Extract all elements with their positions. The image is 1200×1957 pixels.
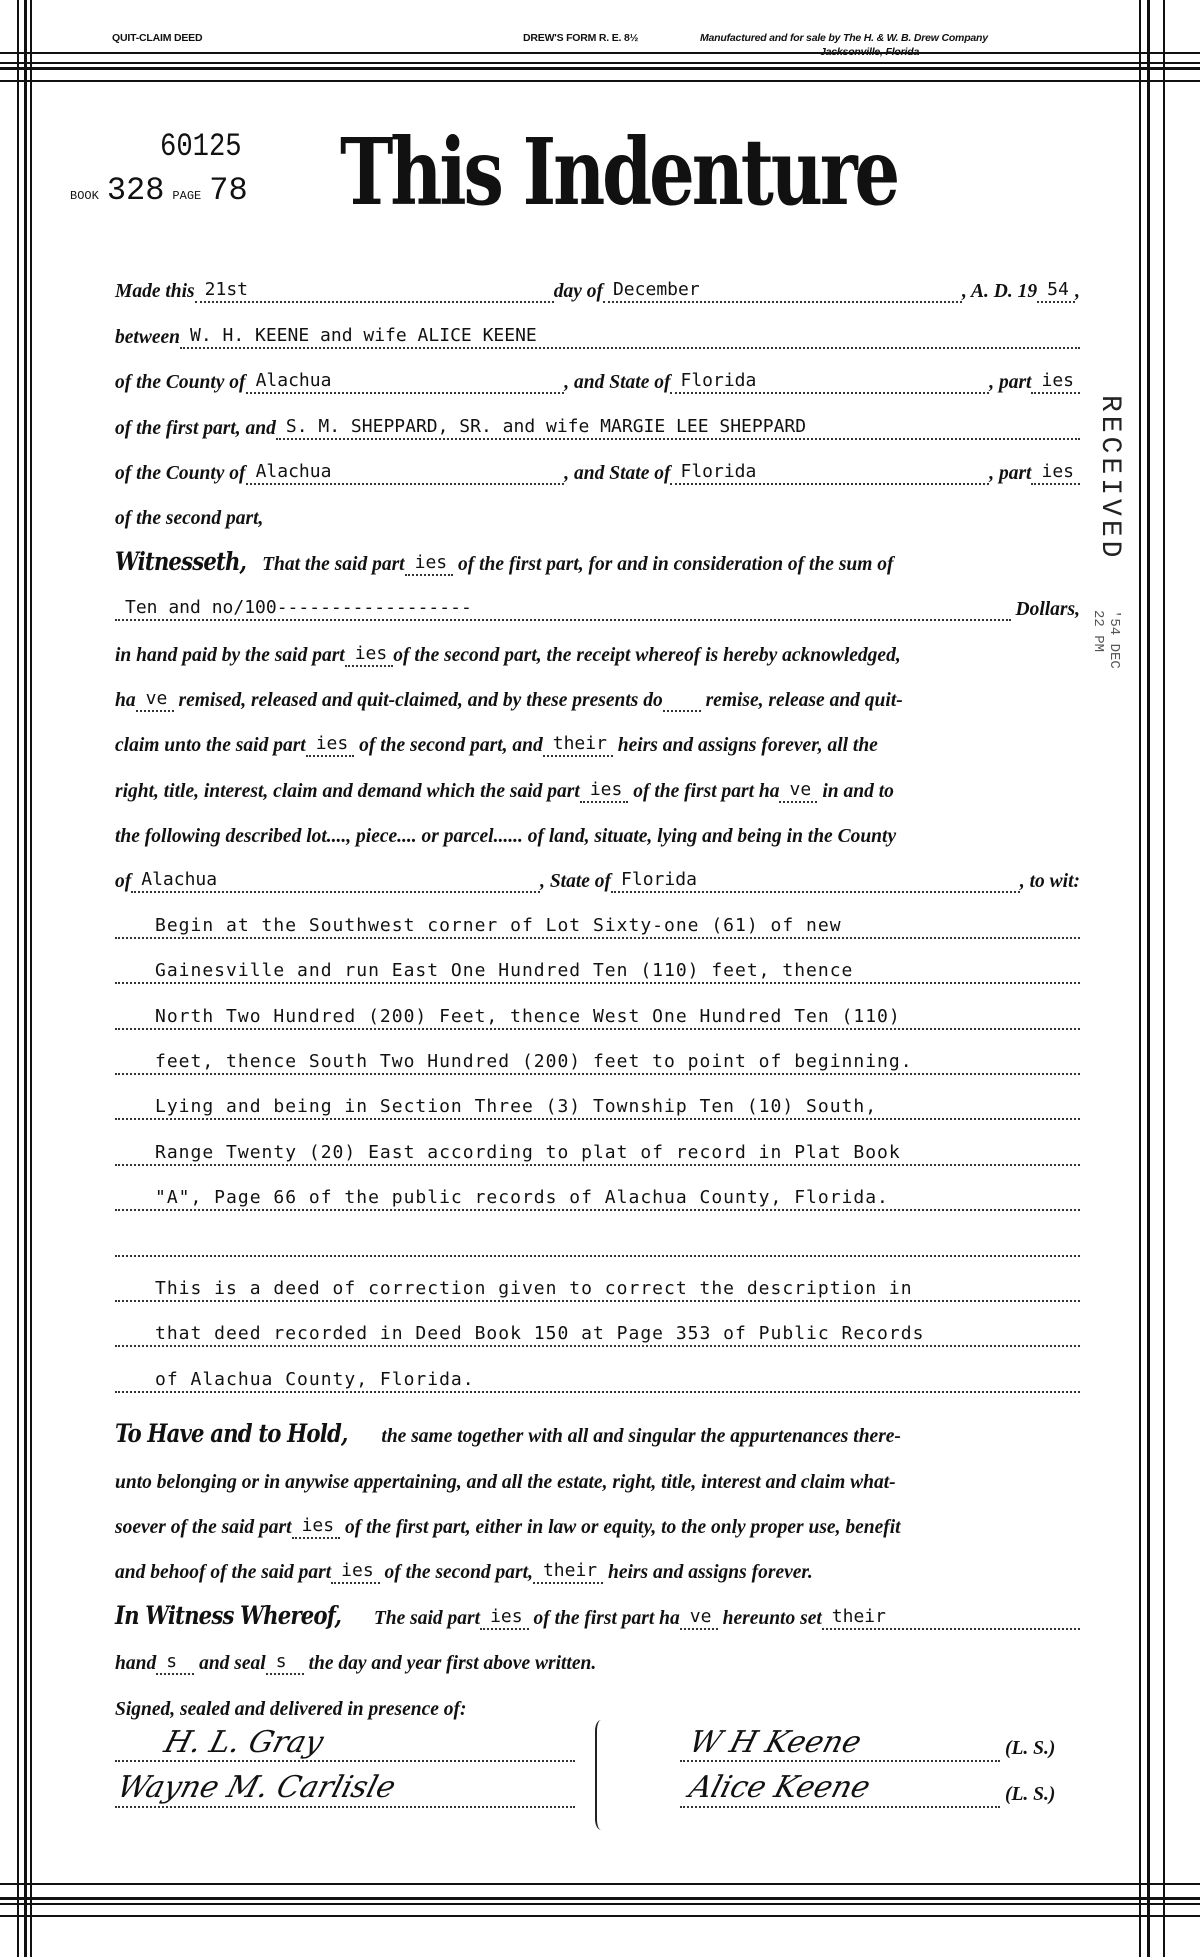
deed-line	[115, 757, 1080, 802]
deed-line	[115, 1675, 1080, 1720]
witness-signature-2: Wayne M. Carlisle	[113, 1770, 400, 1805]
deed-line	[115, 1347, 1080, 1392]
seal-label: (L. S.)	[1005, 1784, 1056, 1805]
filled-field: their	[533, 1560, 603, 1584]
form-label: claim unto the said part	[115, 735, 306, 757]
deed-line	[115, 1539, 1080, 1584]
deed-line	[115, 576, 1080, 621]
deed-line	[115, 939, 1080, 984]
form-label: of the first part, and	[115, 417, 276, 439]
filled-field: s	[266, 1651, 304, 1675]
border-line	[17, 0, 19, 1957]
filled-field: Gainesville and run East One Hundred Ten (110) feet, thence	[115, 960, 1080, 984]
form-label: hand	[115, 1653, 157, 1675]
recording-number: 60125	[160, 128, 242, 165]
form-label: of the County of	[115, 372, 246, 394]
filled-field: "A", Page 66 of the public records of Alachua County, Florida.	[115, 1187, 1080, 1211]
border-line	[24, 0, 27, 1957]
deed-line	[115, 893, 1080, 938]
form-label: in and to	[817, 780, 894, 802]
form-label: soever of the said part	[115, 1516, 292, 1538]
book-number: 328	[106, 172, 165, 209]
filled-field: ies	[480, 1606, 529, 1630]
form-label: heirs and assigns forever.	[603, 1562, 813, 1584]
filled-field: ies	[1031, 370, 1080, 394]
deed-body	[115, 258, 1080, 1721]
document-title: This Indenture	[340, 118, 898, 226]
filled-field: ies	[345, 643, 394, 667]
form-label: Signed, sealed and delivered in presence of:	[115, 1698, 467, 1720]
form-label: , part	[989, 372, 1032, 394]
filled-field: W. H. KEENE and wife ALICE KEENE	[180, 325, 1080, 349]
form-label: , to wit:	[1019, 871, 1081, 893]
seal-label: (L. S.)	[1005, 1738, 1056, 1759]
deed-line	[115, 258, 1080, 303]
form-label: between	[115, 326, 180, 348]
form-label: The said part	[369, 1607, 481, 1629]
deed-line	[115, 1448, 1080, 1493]
border-line	[1139, 0, 1141, 1957]
filled-field: ies	[580, 779, 629, 803]
deed-line	[115, 1120, 1080, 1165]
filled-field: ve	[136, 688, 174, 712]
form-label: Dollars,	[1010, 599, 1080, 621]
deed-line	[115, 1166, 1080, 1211]
filled-field: ies	[405, 552, 454, 576]
deed-line	[115, 1494, 1080, 1539]
border-line	[0, 80, 1200, 82]
form-label: , State of	[540, 871, 612, 893]
filled-field: This is a deed of correction given to correct the description in	[115, 1278, 1080, 1302]
filled-field: 54	[1037, 279, 1075, 303]
deed-line	[115, 848, 1080, 893]
grantor-signature-1: W H Keene	[685, 1725, 866, 1760]
form-label: of the second part, and	[354, 735, 543, 757]
deed-line	[115, 1302, 1080, 1347]
form-label: of the first part ha	[528, 1607, 680, 1629]
form-label: the following described lot...., piece.... or parcel...... of land, situate, lying and being in the County	[115, 826, 897, 848]
filled-field: of Alachua County, Florida.	[115, 1369, 1080, 1393]
signature-brace	[595, 1720, 607, 1830]
filled-field: ies	[292, 1515, 341, 1539]
form-label: of the second part,	[379, 1562, 533, 1584]
deed-line	[115, 303, 1080, 348]
filled-field: ve	[680, 1606, 718, 1630]
filled-field: Florida	[611, 869, 1020, 893]
form-type: QUIT-CLAIM DEED	[112, 32, 203, 44]
filled-field: Lying and being in Section Three (3) Township Ten (10) South,	[115, 1096, 1080, 1120]
form-label: of the first part, for and in consideration of the sum of	[453, 553, 894, 575]
filled-field: ies	[331, 1560, 380, 1584]
page-number: 78	[209, 172, 248, 209]
form-label: remise, release and quit-	[700, 689, 903, 711]
filled-field: December	[603, 279, 962, 303]
book-label: BOOK	[70, 189, 99, 203]
filled-field	[663, 710, 701, 712]
grantor-line	[680, 1806, 1000, 1808]
deed-line	[115, 530, 1080, 575]
filled-field: North Two Hundred (200) Feet, thence West One Hundred Ten (110)	[115, 1006, 1080, 1030]
deed-line	[115, 349, 1080, 394]
filled-field: ve	[779, 779, 817, 803]
filled-field: their	[543, 733, 613, 757]
filled-field: Florida	[670, 370, 989, 394]
witness-line	[115, 1760, 575, 1762]
form-label: of the second part, the receipt whereof is hereby acknowledged,	[393, 644, 901, 666]
form-label: hereunto set	[717, 1607, 822, 1629]
deed-line	[115, 1257, 1080, 1302]
border-line	[1163, 0, 1165, 1957]
form-label: and behoof of the said part	[115, 1562, 332, 1584]
filled-field: 21st	[195, 279, 554, 303]
deed-line	[115, 1075, 1080, 1120]
form-label: of	[115, 871, 132, 893]
filled-field: Florida	[670, 461, 989, 485]
form-label: in hand paid by the said part	[115, 644, 345, 666]
blackletter-heading: To Have and to Hold,	[115, 1419, 348, 1449]
deed-line	[115, 1030, 1080, 1075]
filled-field: Alachua	[246, 461, 565, 485]
book-page-reference	[70, 172, 248, 209]
deed-line	[115, 1393, 1080, 1403]
filled-field: ies	[306, 733, 355, 757]
grantor-signature-2: Alice Keene	[685, 1770, 874, 1805]
page-label: PAGE	[172, 189, 202, 203]
filled-field: s	[156, 1651, 194, 1675]
border-line	[0, 1915, 1200, 1917]
filled-field: Ten and no/100------------------	[115, 597, 1011, 621]
deed-line	[115, 803, 1080, 848]
form-label: remised, released and quit-claimed, and by these presents do	[173, 689, 663, 711]
deed-line	[115, 1403, 1080, 1448]
form-label: , A. D. 19	[962, 281, 1038, 303]
deed-line	[115, 440, 1080, 485]
deed-line	[115, 1584, 1080, 1629]
form-label: ha	[115, 689, 136, 711]
border-line	[1147, 0, 1150, 1957]
border-line	[0, 1903, 1200, 1905]
filled-field: Range Twenty (20) East according to plat of record in Plat Book	[115, 1142, 1080, 1166]
filled-field: feet, thence South Two Hundred (200) feet to point of beginning.	[115, 1051, 1080, 1075]
blackletter-heading: In Witness Whereof,	[115, 1600, 342, 1630]
filled-field: their	[822, 1606, 1080, 1630]
witness-signature-1: H. L. Gray	[160, 1725, 328, 1760]
blackletter-heading: Witnesseth,	[115, 546, 247, 576]
form-label: of the first part ha	[628, 780, 780, 802]
form-label: ,	[1075, 281, 1081, 303]
deed-line	[115, 667, 1080, 712]
deed-line	[115, 984, 1080, 1029]
deed-line	[115, 712, 1080, 757]
border-line	[0, 1883, 1200, 1885]
filled-field: ies	[1031, 461, 1080, 485]
form-number: DREW'S FORM R. E. 8½	[523, 32, 639, 44]
filled-field: Begin at the Southwest corner of Lot Sixty-one (61) of new	[115, 915, 1080, 939]
form-label: , and State of	[564, 372, 671, 394]
form-label: of the County of	[115, 462, 246, 484]
border-line	[0, 62, 1200, 64]
form-label: and seal	[194, 1653, 266, 1675]
form-label: day of	[553, 281, 603, 303]
form-label: , and State of	[564, 462, 671, 484]
border-line	[0, 52, 1200, 54]
form-label: of the second part,	[115, 508, 264, 530]
deed-line	[115, 394, 1080, 439]
manufacturer: Manufactured and for sale by The H. & W. B. Drew Company	[700, 32, 988, 44]
filled-field	[115, 1255, 1080, 1257]
form-label: the same together with all and singular the appurtenances there-	[376, 1426, 901, 1448]
border-line	[30, 0, 32, 1957]
form-label: That the said part	[257, 553, 405, 575]
filled-field: Alachua	[246, 370, 565, 394]
form-label: right, title, interest, claim and demand which the said part	[115, 780, 580, 802]
border-line	[0, 67, 1200, 70]
witness-line	[115, 1806, 575, 1808]
grantor-line	[680, 1760, 1000, 1762]
deed-line	[115, 1211, 1080, 1256]
deed-line	[115, 1630, 1080, 1675]
deed-line	[115, 485, 1080, 530]
manufacturer-city: Jacksonville, Florida	[820, 46, 920, 58]
form-label: heirs and assigns forever, all the	[612, 735, 878, 757]
form-label: Made this	[115, 281, 195, 303]
form-label: , part	[989, 462, 1032, 484]
border-line	[0, 1897, 1200, 1900]
filled-field: S. M. SHEPPARD, SR. and wife MARGIE LEE SHEPPARD	[276, 416, 1080, 440]
filled-field: Alachua	[131, 869, 540, 893]
deed-line	[115, 621, 1080, 666]
form-label: of the first part, either in law or equity, to the only proper use, benefit	[340, 1516, 901, 1538]
filled-field: that deed recorded in Deed Book 150 at Page 353 of Public Records	[115, 1323, 1080, 1347]
form-label: unto belonging or in anywise appertaining, and all the estate, right, title, interest and claim what-	[115, 1471, 896, 1493]
received-stamp-date: '54 DEC 22 PM	[1090, 610, 1122, 669]
form-label: the day and year first above written.	[303, 1653, 597, 1675]
received-stamp: RECEIVED	[1094, 395, 1125, 562]
